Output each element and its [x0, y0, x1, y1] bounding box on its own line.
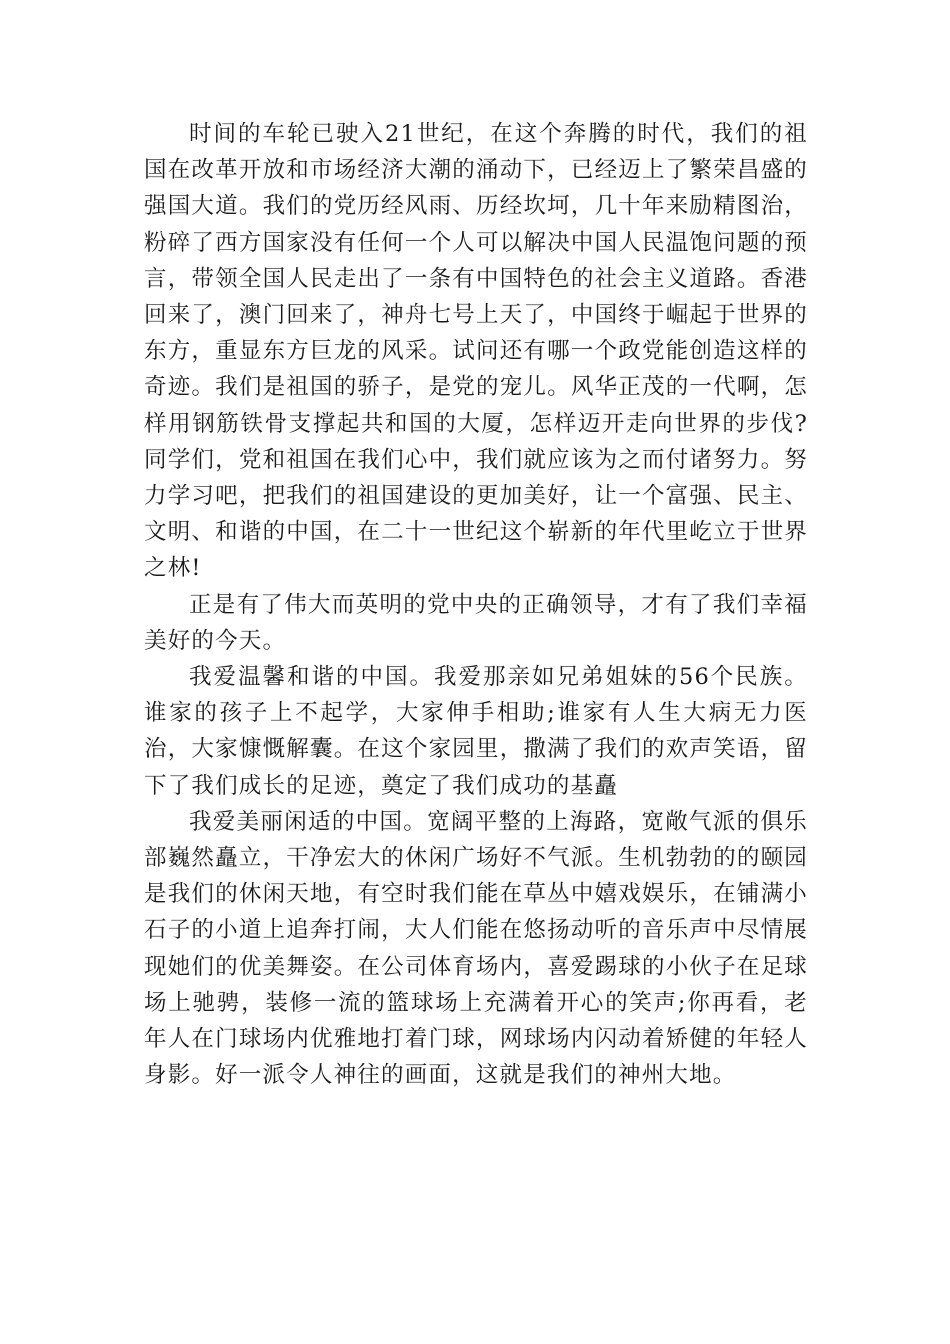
document-body: [144, 116, 808, 1093]
paragraph-1: 时间的车轮已驶入21世纪，在这个奔腾的时代，我们的祖国在改革开放和市场经济大潮的涌动下，已经迈上了繁荣昌盛的强国大道。我们的党历经风雨、历经坎坷，几十年来励精图治，粉碎了西方国家没有任何一个人可以解决中国人民温饱问题的预言，带领全国人民走出了一条有中国特色的社会主义道路。香港回来了，澳门回来了，神舟七号上天了，中国终于崛起于世界的东方，重显东方巨龙的风采。试问还有哪一个政党能创造这样的奇迹。我们是祖国的骄子，是党的宠儿。风华正茂的一代啊，怎样用钢筋铁骨支撑起共和国的大厦，怎样迈开走向世界的步伐?同学们，党和祖国在我们心中，我们就应该为之而付诸努力。努力学习吧，把我们的祖国建设的更加美好，让一个富强、民主、文明、和谐的中国，在二十一世纪这个崭新的年代里屹立于世界之林!: [144, 121, 808, 582]
paragraph-4: 我爱美丽闲适的中国。宽阔平整的上海路，宽敞气派的俱乐部巍然矗立，干净宏大的休闲广场好不气派。生机勃勃的的颐园是我们的休闲天地，有空时我们能在草丛中嬉戏娱乐，在铺满小石子的小道上追奔打闹，大人们能在悠扬动听的音乐声中尽情展现她们的优美舞姿。在公司体育场内，喜爱踢球的小伙子在足球场上驰骋，装修一流的篮球场上充满着开心的笑声;你再看，老年人在门球场内优雅地打着门球，网球场内闪动着矫健的年轻人身影。好一派令人神往的画面，这就是我们的神州大地。: [144, 808, 808, 1089]
paragraph-2: 正是有了伟大而英明的党中央的正确领导，才有了我们幸福美好的今天。: [144, 591, 808, 654]
paragraph-3: 我爱温馨和谐的中国。我爱那亲如兄弟姐妹的56个民族。谁家的孩子上不起学，大家伸手相助;谁家有人生大病无力医治，大家慷慨解囊。在这个家园里，撒满了我们的欢声笑语，留下了我们成长的足迹，奠定了我们成功的基矗: [144, 664, 808, 799]
